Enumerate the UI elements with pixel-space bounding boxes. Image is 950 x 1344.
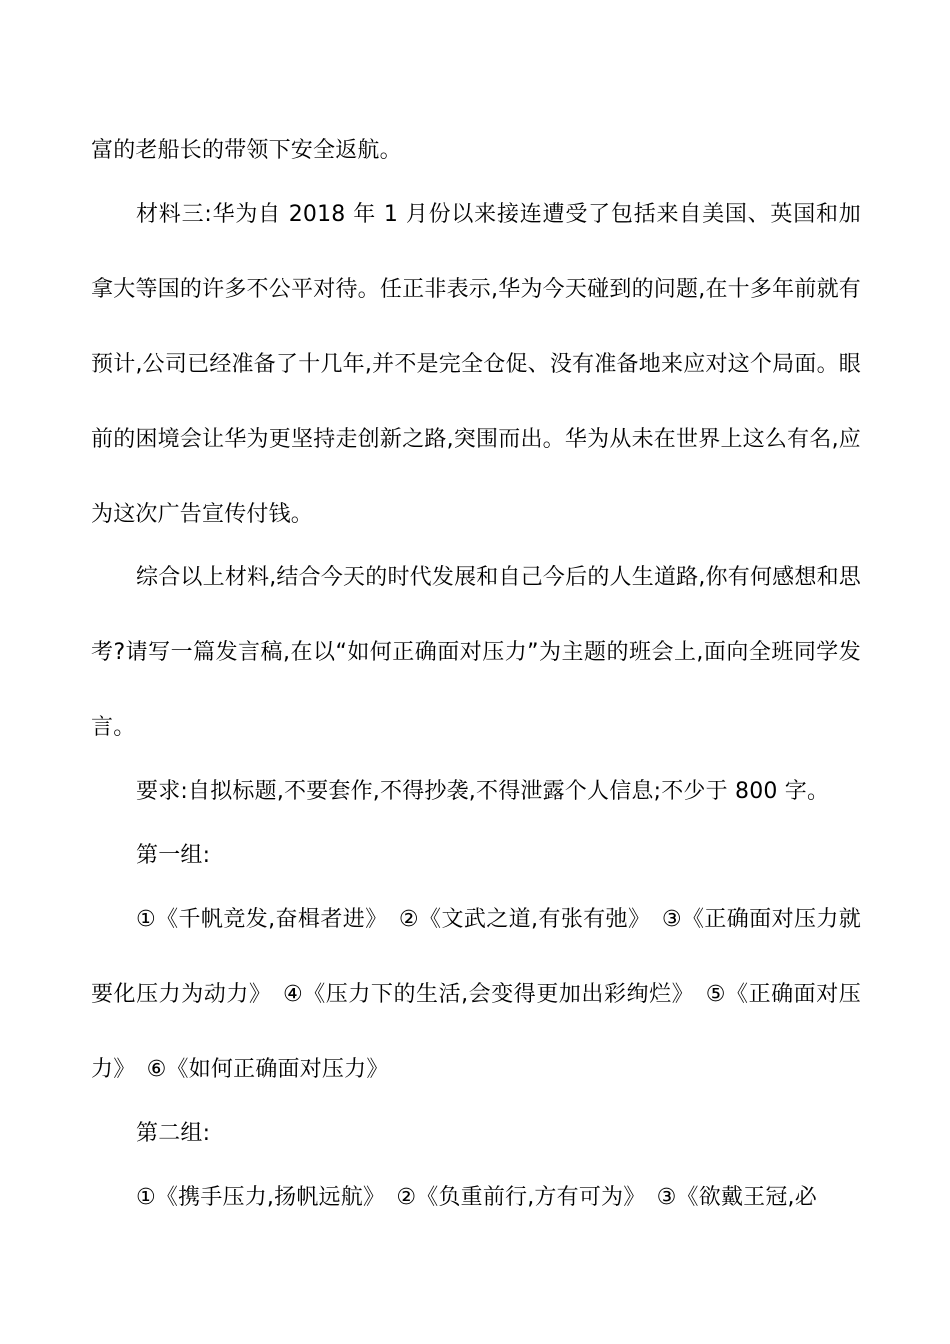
group-one-heading: 第一组: bbox=[136, 843, 211, 868]
paragraph-material-three: 材料三:华为自 2018 年 1 月份以来接连遭受了包括来自美国、英国和加拿大等国的许多不公平对待。任正非表示,华为今天碰到的问题,在十多年前就有预计,公司已经准备了十几年,并不是完全仓促、没有准备地来应对这个局面。眼前的困境会让华为更坚持走创新之路,突围而出。华为从未在世界上这么有名,应为这次广告宣传付钱。 bbox=[91, 202, 861, 527]
paragraph-prompt: 综合以上材料,结合今天的时代发展和自己今后的人生道路,你有何感想和思考?请写一篇发言稿,在以“如何正确面对压力”为主题的班会上,面向全班同学发言。 bbox=[91, 565, 861, 740]
group-two-heading: 第二组: bbox=[136, 1121, 211, 1146]
paragraph-requirements: 要求:自拟标题,不要套作,不得抄袭,不得泄露个人信息;不少于 800 字。 bbox=[136, 779, 830, 804]
paragraph-continuation: 富的老船长的带领下安全返航。 bbox=[91, 138, 402, 163]
group-one-titles: ①《千帆竞发,奋楫者进》 ②《文武之道,有张有弛》 ③《正确面对压力就要化压力为动力》 ④《压力下的生活,会变得更加出彩绚烂》 ⑤《正确面对压力》 ⑥《如何正确面对压力》 bbox=[91, 907, 861, 1082]
group-two-titles: ①《携手压力,扬帆远航》 ②《负重前行,方有可为》 ③《欲戴王冠,必 bbox=[136, 1185, 817, 1210]
